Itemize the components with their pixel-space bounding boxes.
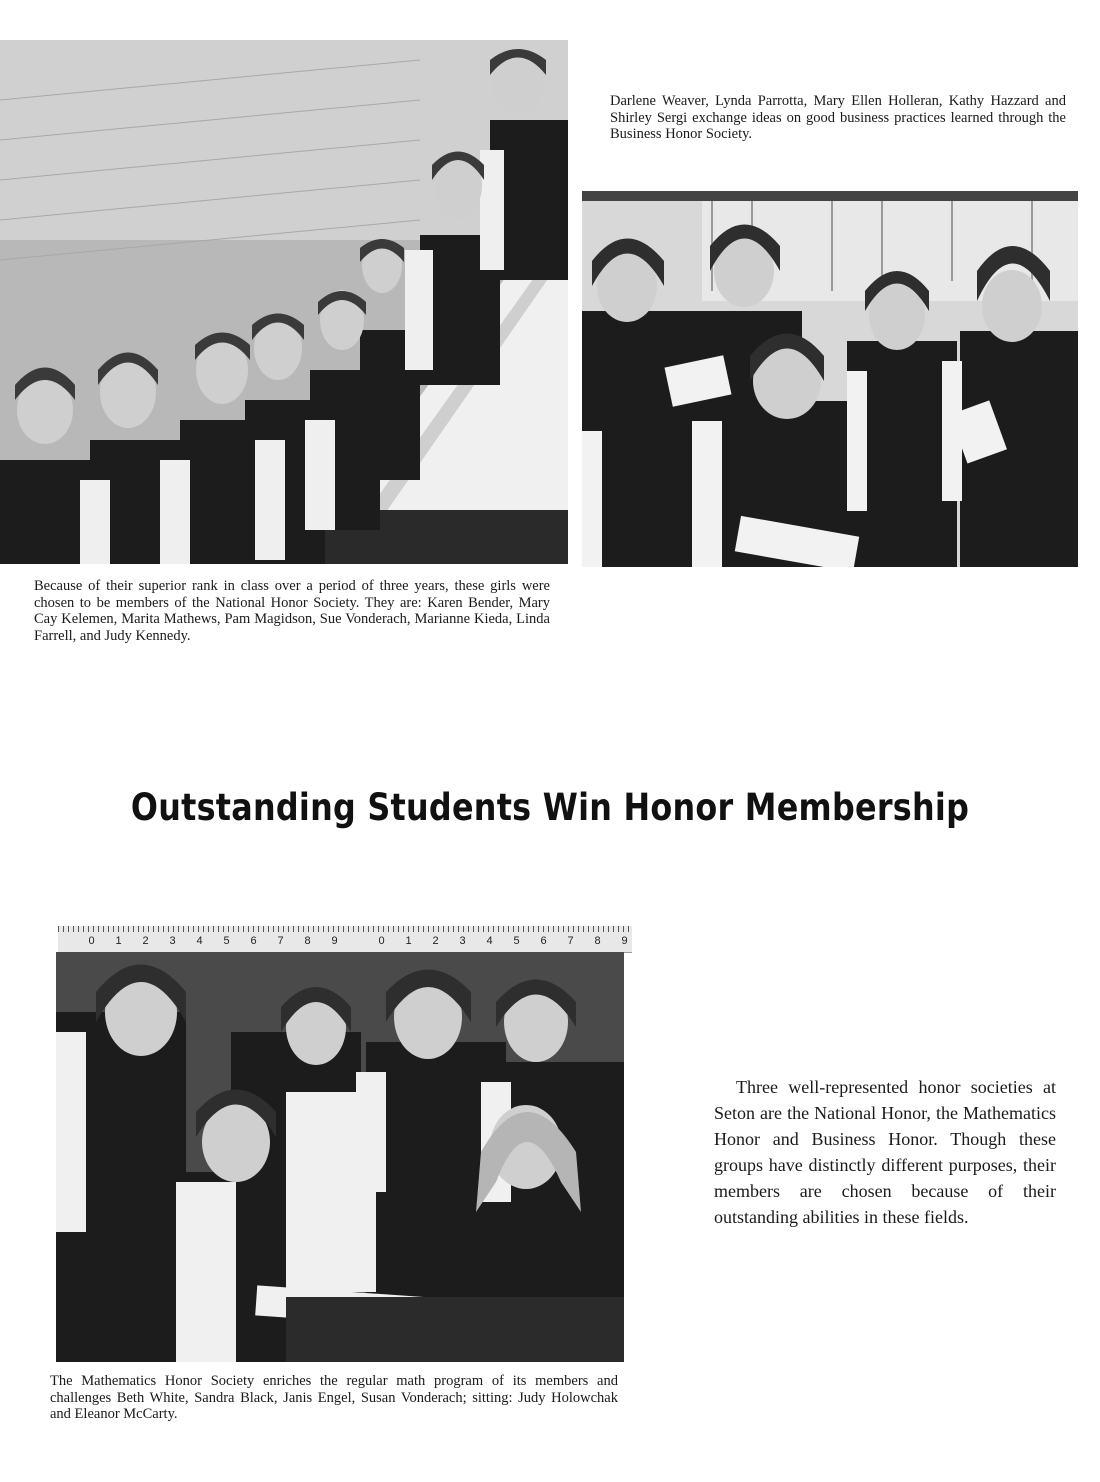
ruler-digit: 0 [378, 935, 385, 947]
ruler-digits [78, 935, 632, 947]
business-honor-caption: Darlene Weaver, Lynda Parrotta, Mary Ellen Holleran, Kathy Hazzard and Shirley Sergi exchange ideas on good business practices learned through the Business Honor Society. [610, 93, 1066, 142]
ruler-digit: 0 [88, 935, 95, 947]
ruler-digit: 5 [223, 935, 230, 947]
ruler-digit: 1 [405, 935, 412, 947]
business-honor-photo [582, 191, 1078, 567]
ruler-digit: 4 [196, 935, 203, 947]
intro-paragraph: Three well-represented honor societies at Seton are the National Honor, the Mathematics Honor and Business Honor. Though these groups have distinctly different purposes, their members are chosen because of their outstanding abilities in these fields. [714, 1077, 1056, 1227]
ruler-digit: 5 [513, 935, 520, 947]
math-honor-photo [56, 952, 624, 1362]
ruler-ticks [58, 926, 632, 932]
ruler-digit: 6 [250, 935, 257, 947]
math-honor-caption: The Mathematics Honor Society enriches the regular math program of its members and challenges Beth White, Sandra Black, Janis Engel, Susan Vonderach; sitting: Judy Holowchak and Eleanor McCarty. [50, 1373, 618, 1422]
ruler-digit: 4 [486, 935, 493, 947]
ruler-digit: 9 [621, 935, 628, 947]
ruler-digit: 2 [142, 935, 149, 947]
ruler-digit: 6 [540, 935, 547, 947]
ruler-digit: 7 [277, 935, 284, 947]
ruler-digit: 1 [115, 935, 122, 947]
stairs-group-photo [0, 40, 568, 564]
ruler-digit: 7 [567, 935, 574, 947]
national-honor-caption: Because of their superior rank in class over a period of three years, these girls were chosen to be members of the National Honor Society. They are: Karen Bender, Mary Cay Kelemen, Marita Mathews, Pam Magidson, Sue Vonderach, Marianne Kieda, Linda Farrell, and Judy Kennedy. [34, 578, 550, 644]
ruler-digit: 9 [331, 935, 338, 947]
ruler-digit: 8 [304, 935, 311, 947]
ruler-digit: 8 [594, 935, 601, 947]
ruler-digit: 2 [432, 935, 439, 947]
page-headline: Outstanding Students Win Honor Membership [130, 786, 970, 829]
slide-rule-strip [58, 926, 632, 953]
ruler-digit: 3 [169, 935, 176, 947]
ruler-digit: 3 [459, 935, 466, 947]
